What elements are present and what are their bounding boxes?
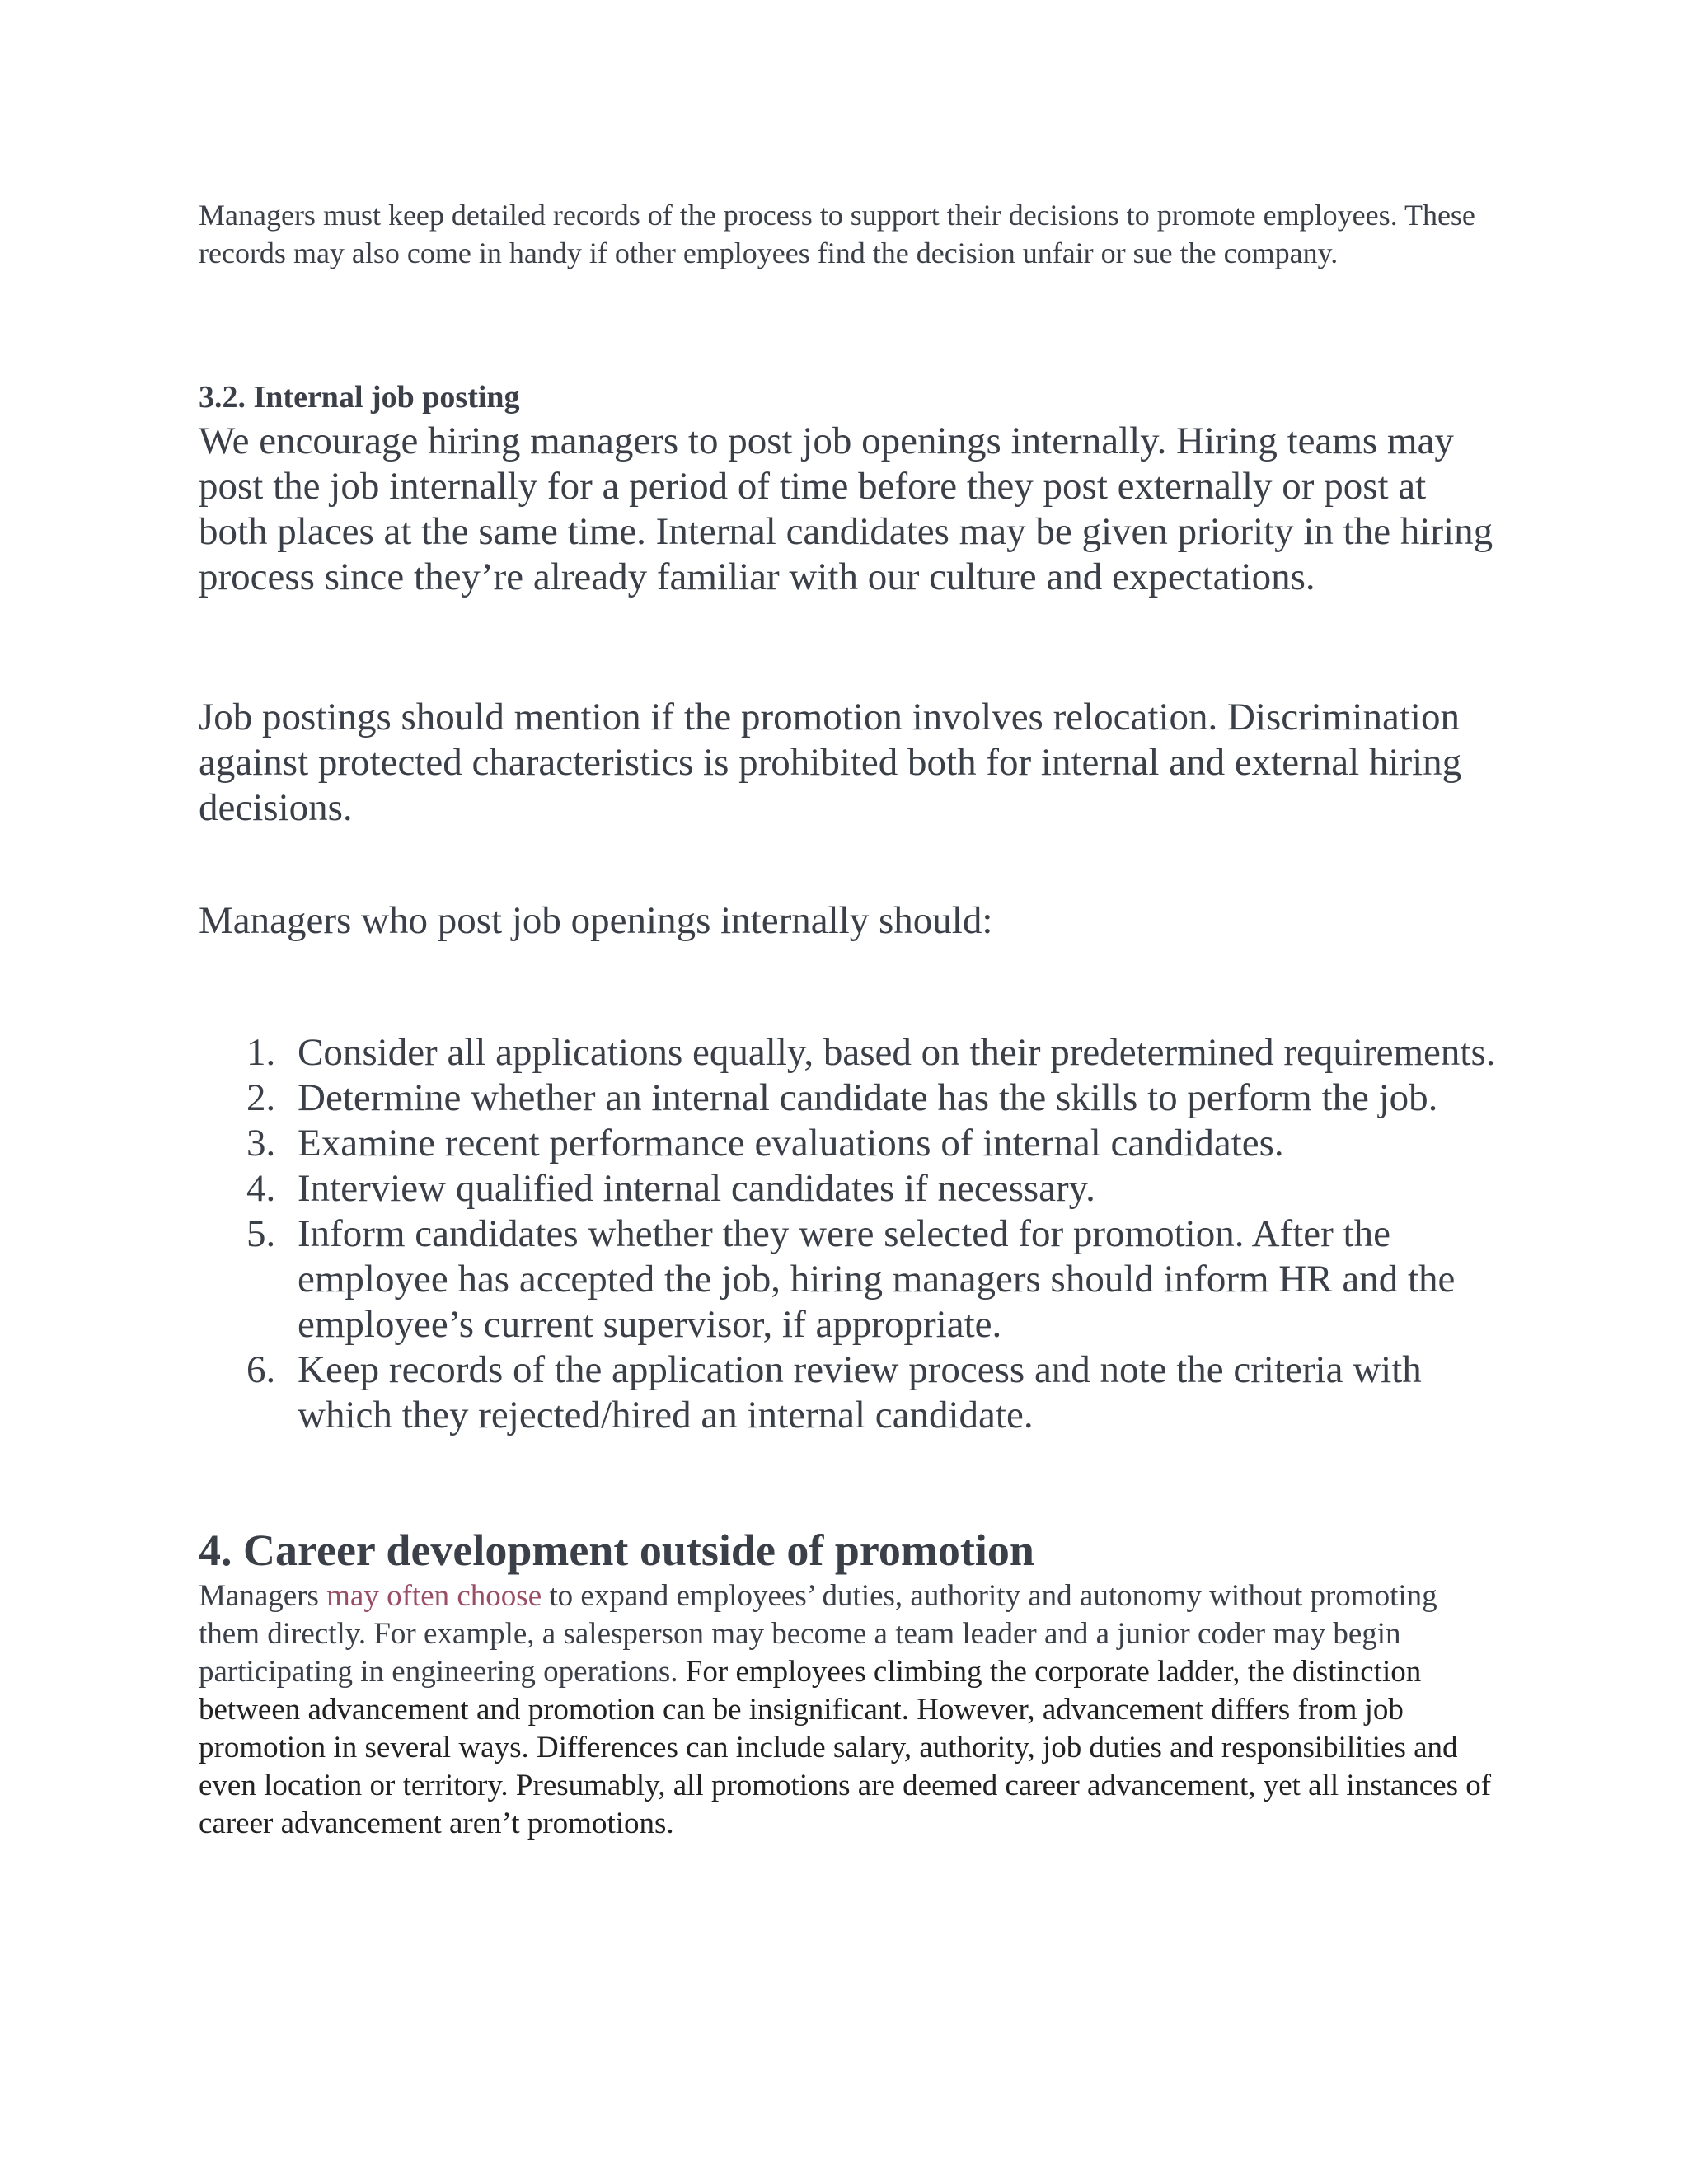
para-accent-phrase: may often choose — [326, 1579, 542, 1613]
intro-paragraph: Managers must keep detailed records of the process to support their decisions to promote employees. These records may also come in handy if other employees find the decision unfair or sue the company. — [199, 199, 1475, 269]
list-item-text: Interview qualified internal candidates if necessary. — [298, 1167, 1095, 1210]
list-item-number: 4. — [246, 1167, 276, 1210]
section-3-2-heading: 3.2. Internal job posting — [199, 380, 520, 415]
para-mid: to expand employees’ duties, authority and autonomy without promoting them directly. For example, a salesperson may become a team leader and a junior coder may begin participating in engineering operations. — [199, 1579, 1437, 1689]
relocation-paragraph: Job postings should mention if the promotion involves relocation. Discrimination against protected characteristics is prohibited both for internal and external hiring decisions. — [199, 696, 1462, 829]
list-item — [199, 1076, 1501, 1121]
list-item-number: 1. — [246, 1031, 276, 1074]
list-item-text: Inform candidates whether they were selected for promotion. After the employee has accepted the job, hiring managers should inform HR and the employee’s current supervisor, if appropriate. — [298, 1212, 1456, 1346]
list-item-number: 5. — [246, 1212, 276, 1255]
list-item-text: Keep records of the application review process and note the criteria with which they rejected/hired an internal candidate. — [298, 1348, 1422, 1436]
list-item-text: Determine whether an internal candidate has the skills to perform the job. — [298, 1076, 1438, 1119]
list-item-number: 3. — [246, 1122, 276, 1165]
para-start: Managers — [199, 1579, 327, 1613]
list-item — [199, 1166, 1501, 1212]
list-item — [199, 1121, 1501, 1166]
list-item — [199, 1212, 1501, 1347]
managers-checklist — [199, 1030, 1501, 1438]
internal-posting-paragraph: We encourage hiring managers to post job openings internally. Hiring teams may post the job internally for a period of time before they post externally or post at both places at the same time. Internal candidates may be given priority in the hiring process since they’re already familiar with our culture and expectations. — [199, 419, 1493, 598]
document-content — [199, 196, 1501, 1840]
list-intro: Managers who post job openings internally should: — [199, 899, 993, 942]
section-4-heading: 4. Career development outside of promotion — [199, 1526, 1034, 1575]
career-development-paragraph — [199, 1577, 1501, 1843]
list-item-text: Consider all applications equally, based on their predetermined requirements. — [298, 1031, 1496, 1074]
list-item-number: 6. — [246, 1348, 276, 1391]
para-end: For employees climbing the corporate ladder, the distinction between advancement and promotion can be insignificant. However, advancement differs from job promotion in several ways. Differences can include salary, authority, job duties and responsibilities and even location or territory. Presumably, all promotions are deemed career advancement, yet all instances of career advancement aren’t promotions. — [199, 1655, 1492, 1840]
list-item-number: 2. — [246, 1076, 276, 1119]
list-item — [199, 1030, 1501, 1076]
list-item — [199, 1347, 1501, 1438]
list-item-text: Examine recent performance evaluations of internal candidates. — [298, 1122, 1284, 1165]
